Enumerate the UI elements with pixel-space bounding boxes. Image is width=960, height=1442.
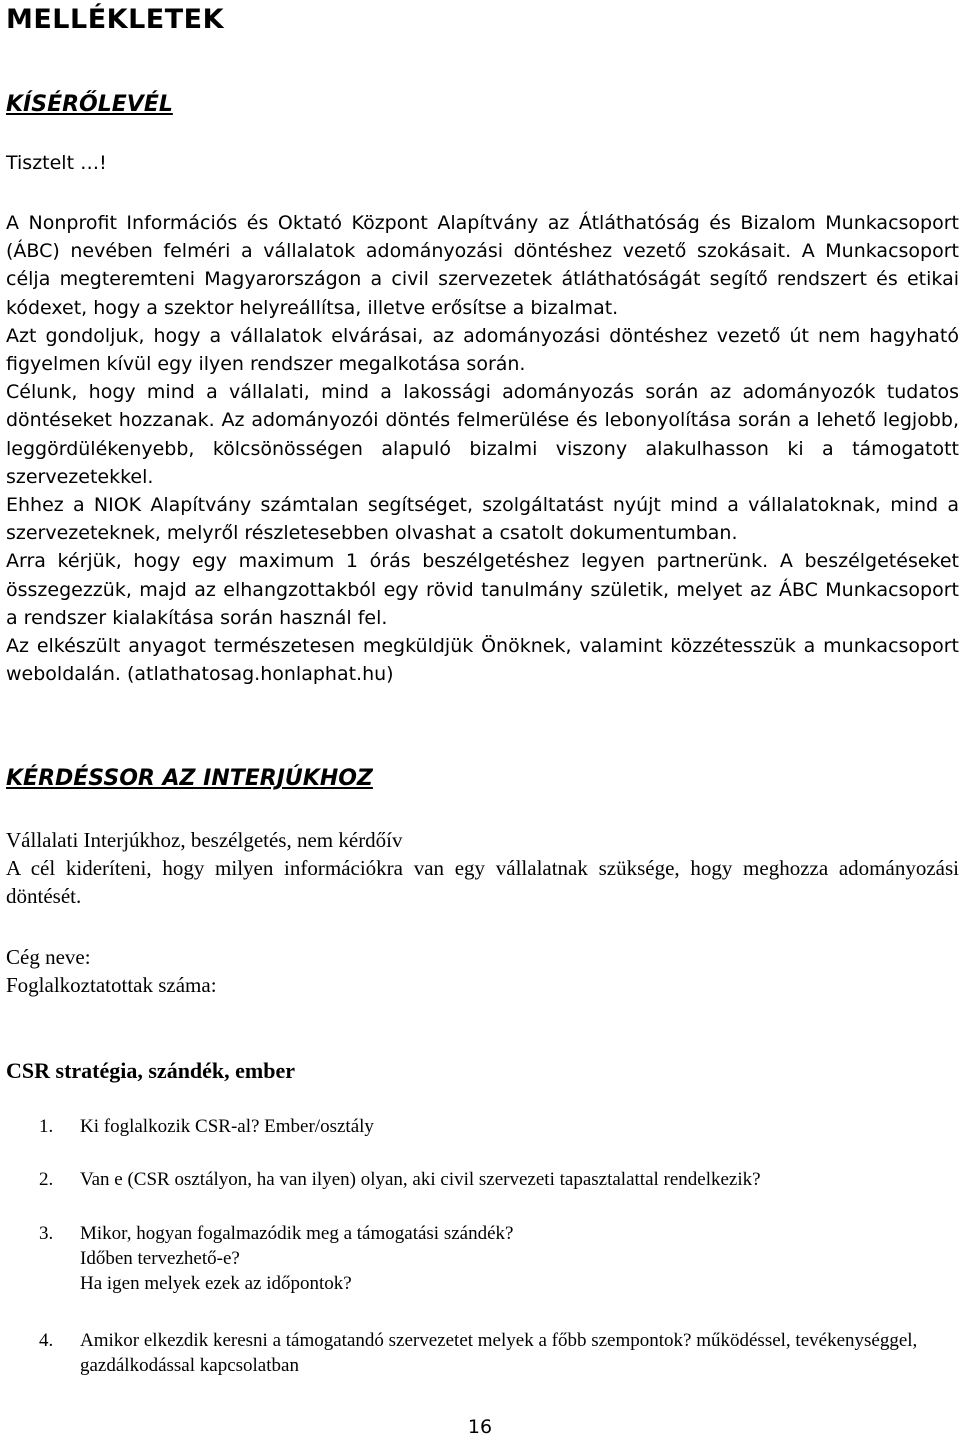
letter-paragraph: Arra kérjük, hogy egy maximum 1 órás beszélgetéshez legyen partnerünk. A beszélgetéseket összegezzük, majd az elhangzottakból egy rövid tanulmány születik, melyet az ÁBC Munkacsoport a rendszer kialakítása során használ fel. [6,550,959,629]
question-number: 2. [39,1169,54,1190]
question-text: Van e (CSR osztályon, ha van ilyen) olyan, aki civil szervezeti tapasztalattal rendelkezik? [80,1169,761,1190]
question-text: Amikor elkezdik keresni a támogatandó szervezetet melyek a főbb szempontok? működéssel, tevékenységgel, gazdálkodással kapcsolatban [80,1330,918,1376]
question-text: Mikor, hogyan fogalmazódik meg a támogatási szándék? [80,1223,514,1244]
question-item [39,1328,959,1378]
question-item [39,1114,959,1139]
questionnaire-heading: KÉRDÉSSOR AZ INTERJÚKHOZ [6,766,373,791]
document-title: MELLÉKLETEK [6,4,225,35]
employees-label: Foglalkoztatottak száma: [6,973,217,997]
page-number: 16 [467,1416,493,1438]
question-text: Ha igen melyek ezek az időpontok? [80,1273,352,1294]
question-number: 3. [39,1223,54,1244]
question-item [39,1167,959,1192]
letter-paragraph: Célunk, hogy mind a vállalati, mind a lakossági adományozás során az adományozók tudatos döntéseket hozzanak. Az adományozói döntés felmerülése és lebonyolítása során a lehető legjobb, leggördülékenyebb, kölcsönösségen alapuló bizalmi viszony alakulhasson ki a támogatott szervezetekkel. [6,381,959,488]
letter-paragraph: Ehhez a NIOK Alapítvány számtalan segítséget, szolgáltatást nyújt mind a vállalatoknak, mind a szervezeteknek, melyről részletesebben olvashat a csatolt dokumentumban. [6,494,959,545]
intro-paragraph: A cél kideríteni, hogy milyen információkra van egy vállalatnak szüksége, hogy meghozza adományozási döntését. [6,856,959,908]
company-fields [6,943,959,999]
letter-paragraph: A Nonprofit Információs és Oktató Központ Alapítvány az Átláthatóság és Bizalom Munkacsoport (ÁBC) nevében felméri a vállalatok adományozási döntéshez vezető szokásait. A Munkacsoport célja megteremteni Magyarországon a civil szervezetek átláthatóságát segítő rendszert és etikai kódexet, hogy a szektor helyreállítsa, illetve erősítse a bizalmat. [6,212,959,319]
cover-letter-heading: KÍSÉRŐLEVÉL [6,92,173,117]
question-text: Ki foglalkozik CSR-al? Ember/osztály [80,1116,374,1137]
question-number: 4. [39,1330,54,1351]
letter-body [6,209,959,688]
question-text: Időben tervezhető-e? [80,1248,240,1269]
company-name-label: Cég neve: [6,945,91,969]
question-number: 1. [39,1116,54,1137]
csr-section-title: CSR stratégia, szándék, ember [6,1058,296,1083]
intro-line: Vállalati Interjúkhoz, beszélgetés, nem kérdőív [6,828,403,852]
question-item [39,1221,959,1296]
letter-greeting: Tisztelt …! [6,152,107,174]
letter-paragraph: Az elkészült anyagot természetesen megküldjük Önöknek, valamint közzétesszük a munkacsoport weboldalán. (atlathatosag.honlaphat.hu) [6,635,959,686]
letter-paragraph: Azt gondoljuk, hogy a vállalatok elvárásai, az adományozási döntéshez vezető út nem hagyható figyelmen kívül egy ilyen rendszer megalkotása során. [6,324,959,376]
questionnaire-intro [6,826,959,910]
